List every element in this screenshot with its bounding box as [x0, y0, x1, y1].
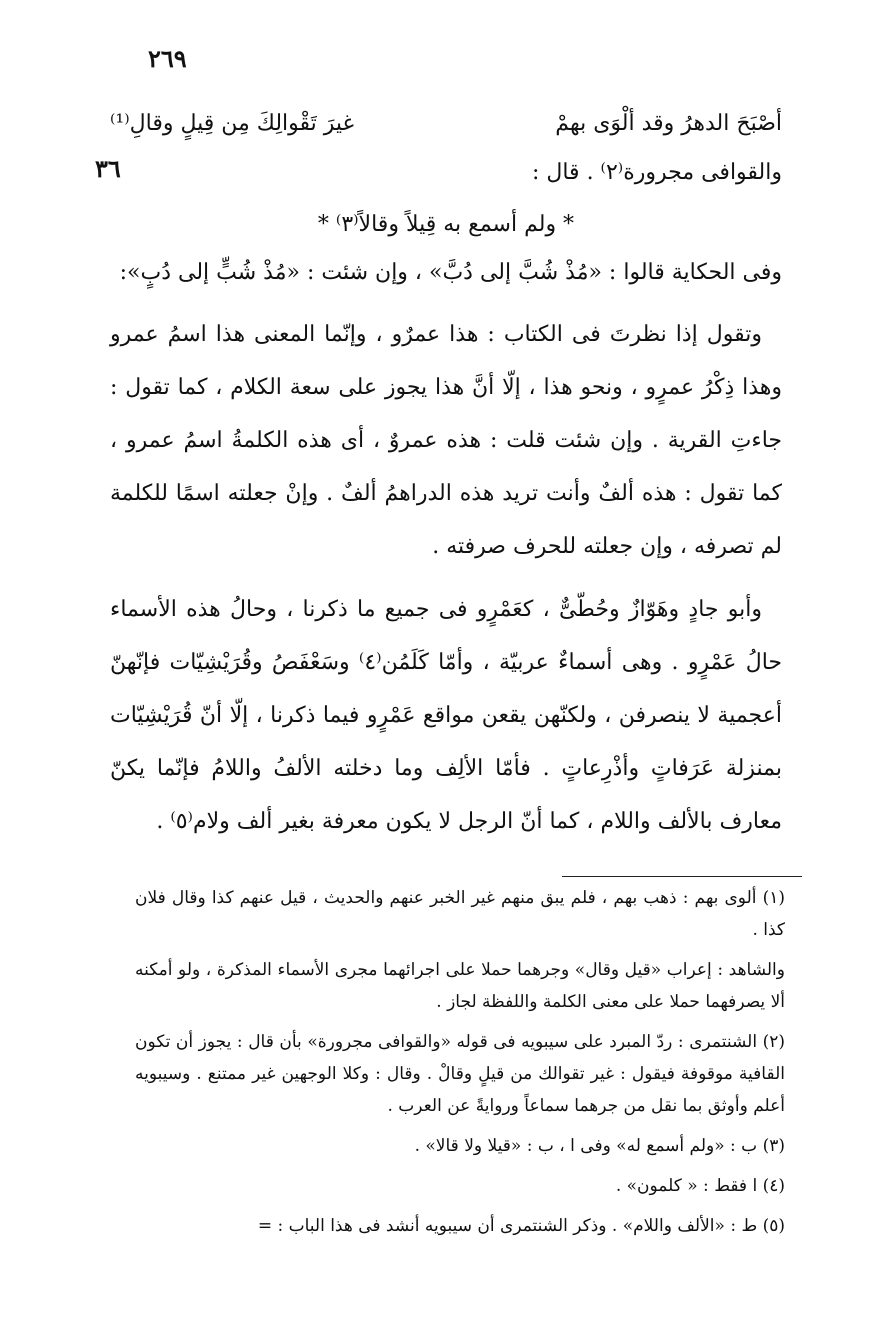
quoted-verse: * ولم أسمع به قِيلاً وقالاً⁽٣⁾ * [317, 212, 575, 237]
footnote-3: (٣) ب : «ولم أسمع له» وفى ا ، ب : «قيلا ولا قالا» . [414, 1136, 785, 1156]
proverb-line: وفى الحكاية قالوا : «مُذْ شُبَّ إلى دُبَّ» ، وإن شئت : «مُذْ شُبٍّ إلى دُبٍ»: [119, 260, 782, 285]
footnote-2: (٢) الشنتمرى : ردّ المبرد على سيبويه فى قوله «والقوافى مجرورة» بأن قال : يجوز أن تكون القافية موقوفة فيقول : غير تقوالك من قيلٍ وقالْ . وقال : وكلا الوجهين غير ممتنع . وسيبويه أعلم وأوثق بما نقل من جرهما سماعاً وروايةً عن العرب . [135, 1032, 785, 1116]
verse-hemistich-right: أصْبَحَ الدهرُ وقد ألْوَى بهمْ [555, 111, 782, 136]
footnote-5: (٥) ط : «الألف واللام» . وذكر الشنتمرى أن سيبويه أنشد فى هذا الباب : = [257, 1216, 785, 1236]
footnote-1-cont: والشاهد : إعراب «قيل وقال» وجرهما حملا على اجرائهما مجرى الأسماء المذكرة ، ولو أمكنه ألا يصرفهما حملا على معنى الكلمة واللفظة لجاز . [135, 960, 785, 1012]
verse-note-line: والقوافى مجرورة⁽٢⁾ . قال : [531, 160, 782, 185]
paragraph-2: وأبو جادٍ وهَوّازٌ وحُطّىٌّ ، كعَمْرٍو فى جميع ما ذكرنا ، وحالُ هذه الأسماء حالُ عَمْرٍو . وهى أسماءٌ عربيّة ، وأمّا كَلَمُن⁽٤⁾ وسَعْفَصُ وقُرَيْشِيّات فإنّهنّ أعجمية لا ينصرفن ، ولكنّهن يقعن مواقع عَمْرٍو فيما ذكرنا ، إلّا أنّ قُرَيْشِيّات بمنزلة عَرَفاتٍ وأذْرِعاتٍ . فأمّا الألِف وما دخلته الألفُ واللامُ فإنّما يكنّ معارف بالألف واللام ، كما أنّ الرجل لا يكون معرفة بغير ألف ولام⁽٥⁾ . [110, 597, 783, 834]
footnote-divider [562, 876, 802, 877]
verse-line [110, 102, 782, 150]
main-text [110, 102, 782, 848]
footnotes [135, 882, 785, 1242]
paragraph-1: وتقول إذا نظرتَ فى الكتاب : هذا عمرٌو ، وإنّما المعنى هذا اسمُ عمرو وهذا ذِكْرُ عمرٍو ، ونحو هذا ، إلّا أنَّ هذا يجوز على سعة الكلام ، كما تقول : جاءتِ القرية . وإن شئت قلت : هذه عمروٌ ، أى هذه الكلمةُ اسمُ عمرو ، كما تقول : هذه ألفٌ وأنت تريد هذه الدراهمُ ألفٌ . وإنْ جعلته اسمًا للكلمة لم تصرفه ، وإن جعلته للحرف صرفته . [110, 322, 782, 559]
page-number: ٢٦٩ [148, 44, 187, 73]
footnote-1: (١) ألوى بهم : ذهب بهم ، فلم يبق منهم غير الخبر عنهم والحديث ، قيل عنهم كذا وقال فلان كذا . [135, 888, 785, 940]
footnote-4: (٤) ا فقط : « كلمون» . [615, 1176, 785, 1196]
margin-number: ٣٦ [95, 154, 121, 183]
verse-hemistich-left: غيرَ تَقْوالِكَ مِن قِيلٍ وقالِ⁽¹⁾ [110, 111, 355, 136]
